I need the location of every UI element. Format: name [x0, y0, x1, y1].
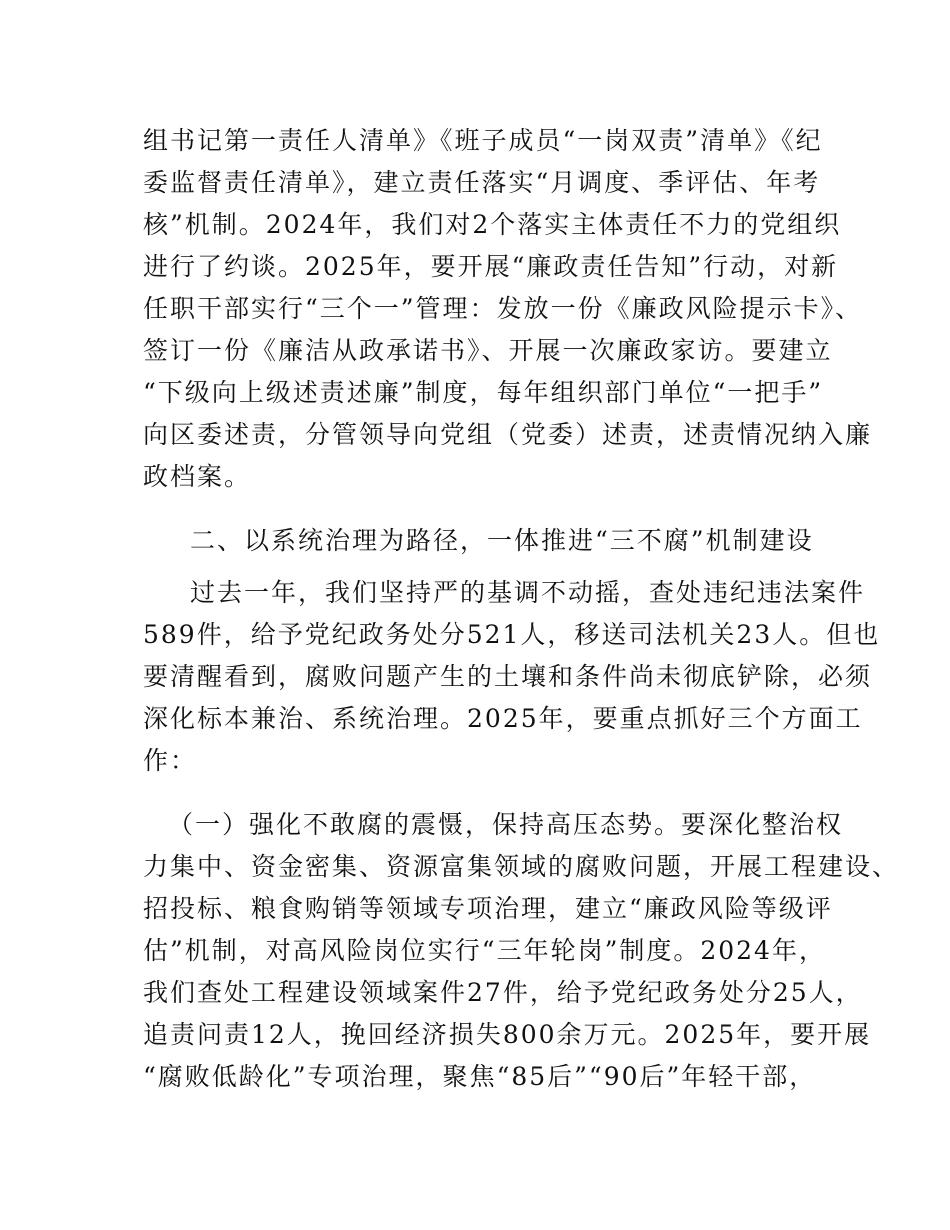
section-heading-2: 二、以系统治理为路径，一体推进“三不腐”机制建设	[190, 526, 814, 555]
paragraph-1-line-2: 委监督责任清单》，建立责任落实“月调度、季评估、年考	[143, 168, 821, 197]
paragraph-3-line-4: 估”机制，对高风险岗位实行“三年轮岗”制度。2024年，	[143, 936, 826, 965]
paragraph-1-line-6: 签订一份《廉洁从政承诺书》、开展一次廉政家访。要建立	[143, 336, 833, 365]
paragraph-1-line-4: 进行了约谈。2025年，要开展“廉政责任告知”行动，对新	[143, 252, 839, 281]
paragraph-3-line-1: （一）强化不敢腐的震慑，保持高压态势。要深化整治权	[168, 810, 844, 839]
paragraph-3-line-3: 招投标、粮食购销等领域专项治理，建立“廉政风险等级评	[143, 894, 833, 923]
paragraph-1-line-5: 任职干部实行“三个一”管理：发放一份《廉政风险提示卡》、	[143, 294, 863, 323]
paragraph-1-line-1: 组书记第一责任人清单》《班子成员“一岗双责”清单》《纪	[143, 126, 823, 155]
paragraph-2-line-3: 要清醒看到，腐败问题产生的土壤和条件尚未彻底铲除，必须	[143, 662, 873, 691]
paragraph-1-line-9: 政档案。	[143, 462, 252, 491]
paragraph-3-line-6: 追责问责12人，挽回经济损失800余万元。2025年，要开展	[143, 1020, 872, 1049]
paragraph-1-line-8: 向区委述责，分管领导向党组（党委）述责，述责情况纳入廉	[143, 420, 873, 449]
paragraph-2-line-5: 作：	[143, 746, 198, 775]
paragraph-1-line-3: 核”机制。2024年，我们对2个落实主体责任不力的党组织	[143, 210, 842, 239]
paragraph-3-line-7: “腐败低龄化”专项治理，聚焦“85后”“90后”年轻干部，	[143, 1062, 817, 1091]
paragraph-2-line-1: 过去一年，我们坚持严的基调不动摇，查处违纪违法案件	[190, 578, 866, 607]
paragraph-1-line-7: “下级向上级述责述廉”制度，每年组织部门单位“一把手”	[143, 378, 824, 407]
paragraph-3-line-5: 我们查处工程建设领域案件27件，给予党纪政务处分25人，	[143, 978, 863, 1007]
paragraph-2-line-4: 深化标本兼治、系统治理。2025年，要重点抓好三个方面工	[143, 704, 863, 733]
paragraph-2-line-2: 589件，给予党纪政务处分521人，移送司法机关23人。但也	[143, 620, 881, 649]
paragraph-3-line-2: 力集中、资金密集、资源富集领域的腐败问题，开展工程建设、	[143, 852, 900, 881]
